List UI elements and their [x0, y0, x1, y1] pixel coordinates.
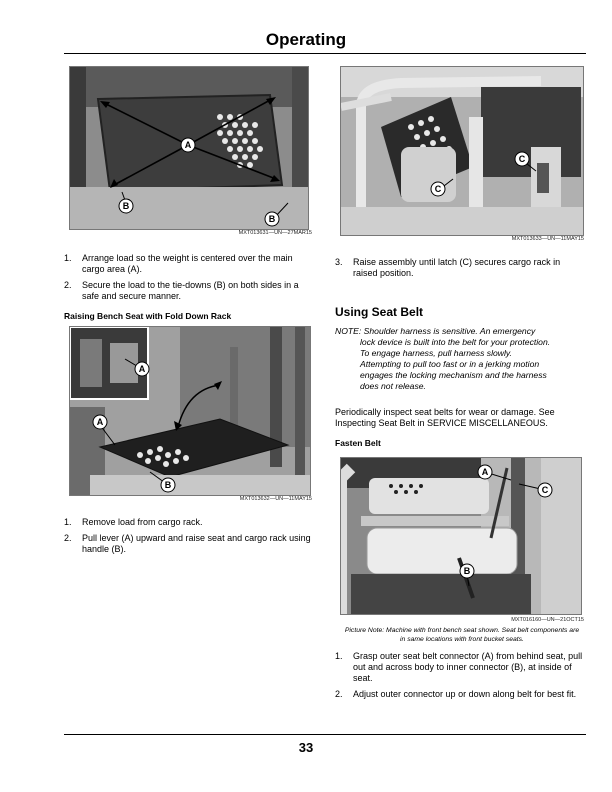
callout-a: A	[184, 140, 192, 150]
section-subhead: Raising Bench Seat with Fold Down Rack	[64, 311, 232, 321]
callout-c: C	[518, 154, 526, 164]
section-heading: Using Seat Belt	[335, 305, 424, 319]
figure-caption: MXT013632—UN—11MAY15	[239, 496, 312, 502]
figure-cargo-rack-load	[69, 66, 309, 230]
list-item: 1. Remove load from cargo rack.	[64, 517, 203, 527]
list-item: 1. Arrange load so the weight is centered over the main cargo area (A).	[64, 253, 293, 274]
figure-latch-raised-rack	[340, 66, 584, 236]
footer-rule	[64, 734, 586, 735]
callout-b: B	[164, 480, 172, 490]
page-title: Operating	[265, 30, 347, 49]
picture-note: Picture Note: Machine with front bench seat shown. Seat belt components are in same locations with front bucket seats.	[344, 627, 580, 643]
list-item: 2. Adjust outer connector up or down along belt for best fit.	[335, 689, 577, 699]
figure-raise-bench-seat	[69, 326, 311, 496]
callout-b: B	[122, 201, 130, 211]
latch-step-list	[335, 257, 585, 284]
section-subhead: Fasten Belt	[335, 438, 381, 448]
fasten-belt-steps-list	[335, 651, 587, 705]
raise-seat-steps-list	[64, 517, 314, 560]
callout-c: C	[434, 184, 442, 194]
callout-a: A	[96, 417, 104, 427]
header-rule	[64, 53, 586, 54]
callout-a: A	[138, 364, 146, 374]
figure-fasten-belt	[340, 457, 582, 615]
inspect-paragraph: Periodically inspect seat belts for wear or damage. See Inspecting Seat Belt in SERVICE MISCELLANEOUS.	[335, 407, 555, 428]
list-item: 1. Grasp outer seat belt connector (A) from behind seat, pull out and across body to inner connector (B), at inside of seat.	[335, 651, 583, 683]
figure-caption: MXT013631—UN—27MAR15	[238, 230, 312, 236]
callout-c: C	[541, 485, 549, 495]
callout-a: A	[481, 467, 489, 477]
figure-caption: MXT013633—UN—11MAY15	[511, 236, 584, 242]
list-item: 2. Secure the load to the tie-downs (B) on both sides in a safe and secure manner.	[64, 280, 299, 301]
list-item: 3. Raise assembly until latch (C) secures cargo rack in raised position.	[335, 257, 561, 278]
callout-b: B	[463, 566, 471, 576]
callout-b: B	[268, 214, 276, 224]
safety-note: NOTE: Shoulder harness is sensitive. An emergency lock device is built into the belt for your protection. To engage harness, pull harness slowly. Attempting to pull too fast or in a jerking motion engages the locking mechanism and the harness does not release.	[335, 326, 551, 391]
cargo-steps-list	[64, 253, 314, 307]
page-number: 33	[298, 740, 314, 755]
list-item: 2. Pull lever (A) upward and raise seat and cargo rack using handle (B).	[64, 533, 311, 554]
figure-caption: MXT016160—UN—21OCT15	[511, 617, 584, 623]
